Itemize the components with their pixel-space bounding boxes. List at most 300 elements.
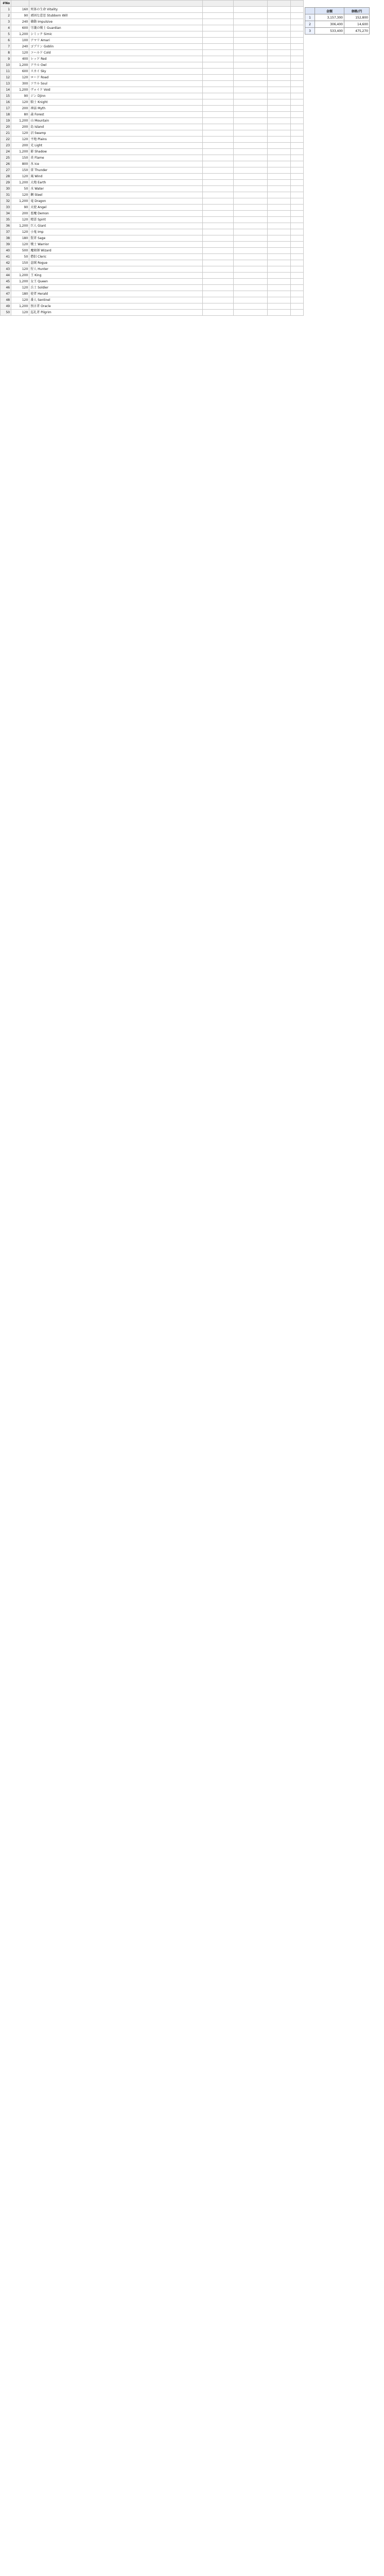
row-number: 11	[1, 69, 11, 75]
row-qty	[202, 56, 233, 62]
row-card-name: 巨人 Giant	[29, 223, 203, 229]
row-cost	[234, 124, 267, 130]
row-cost	[234, 62, 267, 69]
row-qty	[202, 303, 233, 310]
row-spacer	[290, 217, 303, 223]
row-mark	[267, 38, 290, 44]
row-card-name: 僧侶 Cleric	[29, 254, 203, 260]
row-spacer	[290, 198, 303, 205]
row-spacer	[290, 124, 303, 130]
row-spacer	[290, 130, 303, 137]
row-spacer	[290, 137, 303, 143]
row-price: 120	[11, 50, 29, 56]
row-mark	[267, 93, 290, 99]
row-mark	[267, 62, 290, 69]
row-mark	[267, 25, 290, 31]
row-number: 37	[1, 229, 11, 235]
summary-table	[305, 7, 370, 35]
row-cost	[234, 38, 267, 44]
row-cost	[234, 229, 267, 235]
row-number: 10	[1, 62, 11, 69]
row-qty	[202, 13, 233, 19]
row-cost	[234, 87, 267, 93]
row-price: 80	[11, 112, 29, 118]
row-spacer	[290, 44, 303, 50]
row-price: 120	[11, 130, 29, 137]
row-spacer	[290, 112, 303, 118]
row-mark	[267, 19, 290, 25]
row-card-name: ヴォイド Void	[29, 87, 203, 93]
row-qty	[202, 279, 233, 285]
table-row	[1, 19, 304, 25]
row-number: 47	[1, 291, 11, 297]
row-mark	[267, 81, 290, 87]
row-number: 41	[1, 254, 11, 260]
row-number: 18	[1, 112, 11, 118]
row-cost	[234, 137, 267, 143]
summary-label: 2	[305, 21, 315, 28]
row-cost	[234, 56, 267, 62]
row-price: 120	[11, 310, 29, 316]
row-spacer	[290, 149, 303, 155]
row-price: 1,200	[11, 87, 29, 93]
row-card-name: 頑固な意思 Stubborn Will	[29, 13, 203, 19]
row-mark	[267, 13, 290, 19]
row-number: 30	[1, 186, 11, 192]
summary-header-cell: 金額	[315, 8, 344, 14]
row-qty	[202, 167, 233, 174]
row-card-name: 衝動 Impulsive	[29, 19, 203, 25]
row-qty	[202, 69, 233, 75]
row-qty	[202, 25, 233, 31]
row-qty	[202, 254, 233, 260]
row-number: 5	[1, 31, 11, 38]
row-mark	[267, 310, 290, 316]
row-price: 200	[11, 143, 29, 149]
row-spacer	[290, 205, 303, 211]
row-card-name: コールド Cold	[29, 50, 203, 56]
row-spacer	[290, 87, 303, 93]
row-card-name: ロード Road	[29, 75, 203, 81]
row-number: 35	[1, 217, 11, 223]
table-row	[1, 161, 304, 167]
summary-amount: 533,400	[315, 28, 344, 35]
row-spacer	[290, 192, 303, 198]
row-qty	[202, 248, 233, 254]
row-spacer	[290, 155, 303, 161]
row-spacer	[290, 266, 303, 273]
row-qty	[202, 217, 233, 223]
table-row	[1, 186, 304, 192]
row-price: 200	[11, 124, 29, 130]
row-card-name: 王 King	[29, 273, 203, 279]
row-number: 19	[1, 118, 11, 124]
header-qty	[202, 1, 233, 7]
row-qty	[202, 198, 233, 205]
row-cost	[234, 266, 267, 273]
row-number: 31	[1, 192, 11, 198]
row-mark	[267, 248, 290, 254]
row-number: 40	[1, 248, 11, 254]
row-card-name: 大地 Earth	[29, 180, 203, 186]
row-spacer	[290, 7, 303, 13]
row-spacer	[290, 143, 303, 149]
row-qty	[202, 235, 233, 242]
row-spacer	[290, 235, 303, 242]
table-row	[1, 242, 304, 248]
row-number: 13	[1, 81, 11, 87]
row-card-name: 戦士 Warrior	[29, 242, 203, 248]
row-cost	[234, 205, 267, 211]
row-qty	[202, 297, 233, 303]
row-qty	[202, 106, 233, 112]
row-card-name: アウル Owl	[29, 62, 203, 69]
row-price: 120	[11, 285, 29, 291]
header-cost	[234, 1, 267, 7]
row-price: 50	[11, 186, 29, 192]
header-spacer	[290, 1, 303, 7]
row-cost	[234, 7, 267, 13]
summary-row	[305, 28, 370, 35]
row-mark	[267, 31, 290, 38]
row-mark	[267, 303, 290, 310]
row-qty	[202, 266, 233, 273]
table-row	[1, 235, 304, 242]
row-number: 38	[1, 235, 11, 242]
card-list-body	[1, 1, 304, 316]
row-card-name: シミック Simic	[29, 31, 203, 38]
summary-header-row	[305, 8, 370, 14]
row-card-name: 騎士 Knight	[29, 99, 203, 106]
row-cost	[234, 285, 267, 291]
row-card-name: 山 Mountain	[29, 118, 203, 124]
row-number: 12	[1, 75, 11, 81]
row-qty	[202, 112, 233, 118]
row-mark	[267, 167, 290, 174]
table-row	[1, 130, 304, 137]
row-cost	[234, 248, 267, 254]
row-qty	[202, 155, 233, 161]
row-spacer	[290, 211, 303, 217]
table-row	[1, 279, 304, 285]
row-cost	[234, 118, 267, 124]
row-mark	[267, 118, 290, 124]
row-spacer	[290, 31, 303, 38]
row-cost	[234, 279, 267, 285]
row-cost	[234, 19, 267, 25]
table-row	[1, 50, 304, 56]
column-header-row	[1, 1, 304, 7]
row-mark	[267, 217, 290, 223]
table-row	[1, 25, 304, 31]
row-cost	[234, 198, 267, 205]
table-row	[1, 124, 304, 130]
row-cost	[234, 106, 267, 112]
row-number: 43	[1, 266, 11, 273]
row-cost	[234, 273, 267, 279]
row-number: 39	[1, 242, 11, 248]
row-card-name: 天使 Angel	[29, 205, 203, 211]
row-card-name: 悪魔 Demon	[29, 211, 203, 217]
row-cost	[234, 303, 267, 310]
table-row	[1, 69, 304, 75]
row-cost	[234, 186, 267, 192]
row-qty	[202, 118, 233, 124]
row-cost	[234, 93, 267, 99]
table-row	[1, 106, 304, 112]
row-number: 20	[1, 124, 11, 130]
row-cost	[234, 291, 267, 297]
table-row	[1, 149, 304, 155]
row-price: 1,200	[11, 303, 29, 310]
row-mark	[267, 174, 290, 180]
summary-price: 152,800	[344, 14, 370, 21]
row-price: 1,200	[11, 62, 29, 69]
row-mark	[267, 124, 290, 130]
row-price: 120	[11, 242, 29, 248]
row-spacer	[290, 93, 303, 99]
row-card-name: アマリ Amari	[29, 38, 203, 44]
row-qty	[202, 242, 233, 248]
row-mark	[267, 112, 290, 118]
row-qty	[202, 285, 233, 291]
row-number: 3	[1, 19, 11, 25]
row-number: 36	[1, 223, 11, 229]
row-number: 2	[1, 13, 11, 19]
row-card-name: 狩人 Hunter	[29, 266, 203, 273]
table-row	[1, 13, 304, 19]
row-price: 100	[11, 38, 29, 44]
table-row	[1, 297, 304, 303]
row-mark	[267, 205, 290, 211]
row-number: 49	[1, 303, 11, 310]
row-card-name: 氷 Ice	[29, 161, 203, 167]
row-number: 44	[1, 273, 11, 279]
row-price: 120	[11, 137, 29, 143]
row-cost	[234, 99, 267, 106]
row-qty	[202, 62, 233, 69]
row-spacer	[290, 285, 303, 291]
row-card-name: 水 Water	[29, 186, 203, 192]
row-number: 32	[1, 198, 11, 205]
row-card-name: 使者 Herald	[29, 291, 203, 297]
row-spacer	[290, 118, 303, 124]
row-qty	[202, 211, 233, 217]
row-qty	[202, 130, 233, 137]
row-cost	[234, 75, 267, 81]
row-qty	[202, 81, 233, 87]
row-spacer	[290, 279, 303, 285]
header-price	[11, 1, 29, 7]
row-price: 1,200	[11, 279, 29, 285]
row-mark	[267, 50, 290, 56]
row-qty	[202, 124, 233, 130]
row-card-name: 雷 Thunder	[29, 167, 203, 174]
row-card-name: ゴブリン Goblin	[29, 44, 203, 50]
row-card-name: 賢者 Sage	[29, 235, 203, 242]
row-price: 150	[11, 260, 29, 266]
row-price: 120	[11, 99, 29, 106]
row-mark	[267, 56, 290, 62]
row-price: 1,200	[11, 180, 29, 186]
row-card-name: ソウル Soul	[29, 81, 203, 87]
row-qty	[202, 186, 233, 192]
table-row	[1, 56, 304, 62]
table-row	[1, 38, 304, 44]
row-price: 1,200	[11, 118, 29, 124]
row-mark	[267, 211, 290, 217]
summary-row	[305, 21, 370, 28]
row-mark	[267, 186, 290, 192]
row-number: 15	[1, 93, 11, 99]
row-mark	[267, 7, 290, 13]
row-price: 90	[11, 13, 29, 19]
row-number: 25	[1, 155, 11, 161]
row-mark	[267, 229, 290, 235]
table-row	[1, 285, 304, 291]
row-number: 27	[1, 167, 11, 174]
row-price: 200	[11, 211, 29, 217]
row-cost	[234, 211, 267, 217]
table-row	[1, 310, 304, 316]
row-spacer	[290, 310, 303, 316]
row-mark	[267, 242, 290, 248]
row-number: 7	[1, 44, 11, 50]
row-card-name: 島 Island	[29, 124, 203, 130]
row-mark	[267, 254, 290, 260]
row-price: 1,200	[11, 198, 29, 205]
table-row	[1, 81, 304, 87]
row-cost	[234, 180, 267, 186]
row-number: 16	[1, 99, 11, 106]
row-mark	[267, 223, 290, 229]
row-number: 48	[1, 297, 11, 303]
row-spacer	[290, 291, 303, 297]
row-spacer	[290, 174, 303, 180]
row-mark	[267, 235, 290, 242]
row-qty	[202, 310, 233, 316]
row-spacer	[290, 167, 303, 174]
row-number: 17	[1, 106, 11, 112]
row-mark	[267, 266, 290, 273]
row-mark	[267, 273, 290, 279]
row-price: 1,200	[11, 273, 29, 279]
summary-label: 1	[305, 14, 315, 21]
row-spacer	[290, 297, 303, 303]
row-qty	[202, 223, 233, 229]
row-spacer	[290, 99, 303, 106]
row-card-name: 盗賊 Rogue	[29, 260, 203, 266]
row-card-name: 光 Light	[29, 143, 203, 149]
row-number: 46	[1, 285, 11, 291]
row-cost	[234, 174, 267, 180]
row-number: 29	[1, 180, 11, 186]
row-spacer	[290, 229, 303, 235]
table-row	[1, 229, 304, 235]
row-spacer	[290, 223, 303, 229]
table-row	[1, 174, 304, 180]
row-cost	[234, 13, 267, 19]
header-no: #No	[1, 1, 11, 7]
row-number: 1	[1, 7, 11, 13]
row-spacer	[290, 62, 303, 69]
row-qty	[202, 87, 233, 93]
row-cost	[234, 25, 267, 31]
row-cost	[234, 112, 267, 118]
row-qty	[202, 192, 233, 198]
row-qty	[202, 229, 233, 235]
row-card-name: 風 Wind	[29, 174, 203, 180]
table-row	[1, 167, 304, 174]
table-row	[1, 118, 304, 124]
row-card-name: 森 Forest	[29, 112, 203, 118]
row-qty	[202, 205, 233, 211]
card-list-table	[0, 0, 304, 316]
table-row	[1, 99, 304, 106]
row-card-name: 沼 Swamp	[29, 130, 203, 137]
row-number: 23	[1, 143, 11, 149]
row-number: 4	[1, 25, 11, 31]
row-number: 28	[1, 174, 11, 180]
row-price: 120	[11, 217, 29, 223]
row-qty	[202, 31, 233, 38]
row-mark	[267, 149, 290, 155]
row-price: 240	[11, 44, 29, 50]
row-card-name: 兵士 Soldier	[29, 285, 203, 291]
row-mark	[267, 137, 290, 143]
table-row	[1, 211, 304, 217]
row-card-name: 魔術師 Wizard	[29, 248, 203, 254]
row-price: 800	[11, 161, 29, 167]
row-mark	[267, 297, 290, 303]
row-qty	[202, 44, 233, 50]
row-cost	[234, 161, 267, 167]
row-qty	[202, 99, 233, 106]
row-number: 42	[1, 260, 11, 266]
table-row	[1, 75, 304, 81]
row-spacer	[290, 50, 303, 56]
table-row	[1, 155, 304, 161]
row-cost	[234, 217, 267, 223]
row-spacer	[290, 25, 303, 31]
row-price: 50	[11, 254, 29, 260]
row-qty	[202, 291, 233, 297]
row-spacer	[290, 161, 303, 167]
table-row	[1, 217, 304, 223]
row-mark	[267, 143, 290, 149]
row-price: 200	[11, 106, 29, 112]
row-price: 180	[11, 235, 29, 242]
row-number: 9	[1, 56, 11, 62]
row-cost	[234, 260, 267, 266]
row-qty	[202, 260, 233, 266]
table-row	[1, 273, 304, 279]
summary-price: 14,600	[344, 21, 370, 28]
row-spacer	[290, 186, 303, 192]
row-card-name: 炎 Flame	[29, 155, 203, 161]
table-row	[1, 31, 304, 38]
row-mark	[267, 44, 290, 50]
table-row	[1, 192, 304, 198]
row-cost	[234, 155, 267, 161]
row-cost	[234, 69, 267, 75]
table-row	[1, 44, 304, 50]
row-price: 500	[11, 248, 29, 254]
row-card-name: 精霊 Spirit	[29, 217, 203, 223]
row-card-name: 鋼 Steel	[29, 192, 203, 198]
row-qty	[202, 137, 233, 143]
header-mark	[267, 1, 290, 7]
